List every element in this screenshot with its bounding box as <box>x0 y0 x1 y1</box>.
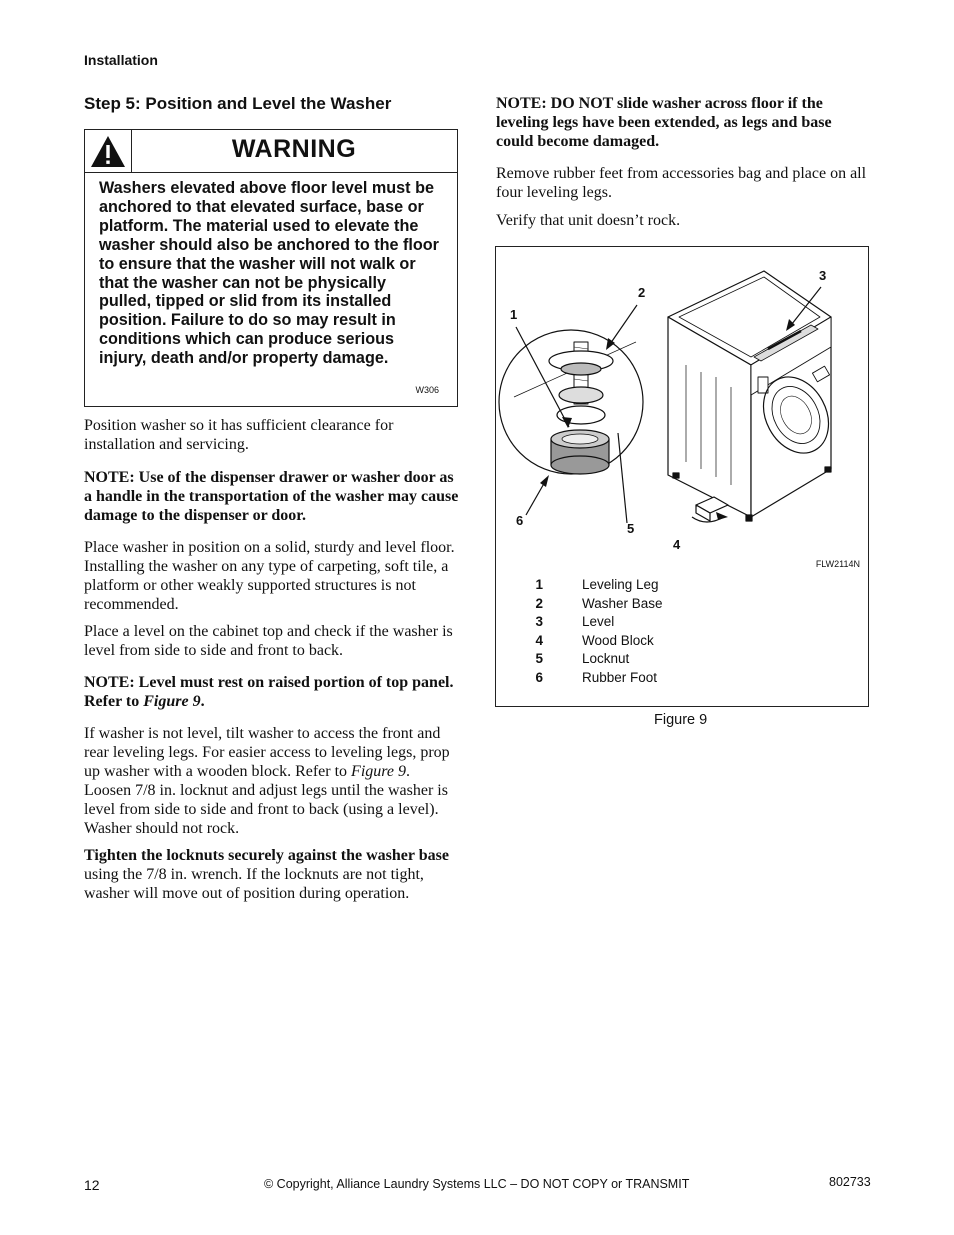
legend-item <box>531 613 731 632</box>
callout-1: 1 <box>510 307 518 322</box>
locknuts-text: using the 7/8 in. wrench. If the locknuts are not tight, washer will move out of position during operation. <box>84 866 424 902</box>
warning-box <box>84 129 458 407</box>
figure-caption: Figure 9 <box>654 712 708 728</box>
legend-number: 1 <box>535 577 543 592</box>
paragraph-level-check: Place a level on the cabinet top and check if the washer is level from side to side and front to back. <box>84 623 453 659</box>
legend-number: 2 <box>535 595 543 611</box>
warning-code: W306 <box>415 385 439 395</box>
figure-code: FLW2114N <box>815 559 860 569</box>
adjust-legs-text-b: . Loosen 7/8 in. locknut and adjust legs until the washer is level from side to side and front to back (using a level). Washer should not rock. <box>84 763 448 837</box>
paragraph-floor: Place washer in position on a solid, sturdy and level floor. Installing the washer on any type of carpeting, soft tile, a platform or other weakly supported structures is not recommended. <box>84 539 455 613</box>
page-number: 12 <box>84 1177 100 1193</box>
legend-item <box>531 669 731 688</box>
locknuts-bold: Tighten the locknuts securely against the washer base <box>84 847 449 864</box>
paragraph-locknuts <box>84 846 452 903</box>
figure-legend <box>531 576 731 691</box>
legend-label: Locknut <box>582 651 630 667</box>
callout-6: 6 <box>516 513 524 528</box>
paragraph-verify: Verify that unit doesn’t rock. <box>496 212 681 229</box>
legend-label: Level <box>582 614 615 630</box>
paragraph-adjust-legs <box>84 724 454 838</box>
legend-item <box>531 650 731 669</box>
washer-leveling-illustration <box>496 247 868 567</box>
note-level-text: NOTE: Level must rest on raised portion of top panel. Refer to <box>84 674 454 710</box>
document-number: 802733 <box>829 1175 871 1189</box>
copyright-notice: © Copyright, Alliance Laundry Systems LLC – DO NOT COPY or TRANSMIT <box>264 1177 690 1191</box>
note-dispenser: NOTE: Use of the dispenser drawer or washer door as a handle in the transportation of the washer may cause damage to the dispenser or door. <box>84 469 459 524</box>
warning-text: Washers elevated above floor level must be anchored to that elevated surface, base or platform. The material used to elevate the washer should also be anchored to the floor to ensure that the washer will not walk or that the washer can not be physically pulled, tipped or slid from its installed position. Failure to do so may result in conditions which can produce serious injury, death and/or property damage. <box>99 179 439 368</box>
note-level <box>84 673 454 711</box>
callout-2: 2 <box>638 285 646 300</box>
legend-label: Washer Base <box>582 595 663 611</box>
figure-9-box <box>495 246 869 707</box>
warning-header <box>85 130 457 173</box>
step-title: Step 5: Position and Level the Washer <box>84 94 392 113</box>
note-do-not-slide: NOTE: DO NOT slide washer across floor if the leveling legs have been extended, as legs and base could become damaged. <box>496 95 832 150</box>
legend-number: 4 <box>535 632 543 648</box>
legend-label: Rubber Foot <box>582 670 658 685</box>
callout-3: 3 <box>819 268 827 283</box>
legend-label: Leveling Leg <box>582 577 659 592</box>
figure-reference: Figure 9 <box>143 693 201 710</box>
note-level-end: . <box>200 693 205 710</box>
adjust-legs-text-a: If washer is not level, tilt washer to access the front and rear leveling legs. For easier access to leveling legs, prop up washer with a wooden block. Refer to <box>84 725 450 780</box>
figure-reference: Figure 9 <box>351 763 406 780</box>
paragraph-rubber-feet: Remove rubber feet from accessories bag and place on all four leveling legs. <box>496 165 867 201</box>
section-header: Installation <box>84 52 158 68</box>
legend-number: 5 <box>535 651 543 667</box>
legend-item <box>531 576 731 595</box>
paragraph-clearance: Position washer so it has sufficient clearance for installation and servicing. <box>84 417 394 453</box>
legend-item <box>531 595 731 614</box>
warning-triangle-icon <box>85 130 132 172</box>
legend-number: 3 <box>535 614 543 630</box>
callout-5: 5 <box>627 521 635 536</box>
legend-label: Wood Block <box>582 632 654 648</box>
legend-number: 6 <box>535 670 543 685</box>
warning-title: WARNING <box>231 135 357 163</box>
legend-item <box>531 632 731 651</box>
callout-4: 4 <box>673 537 681 552</box>
